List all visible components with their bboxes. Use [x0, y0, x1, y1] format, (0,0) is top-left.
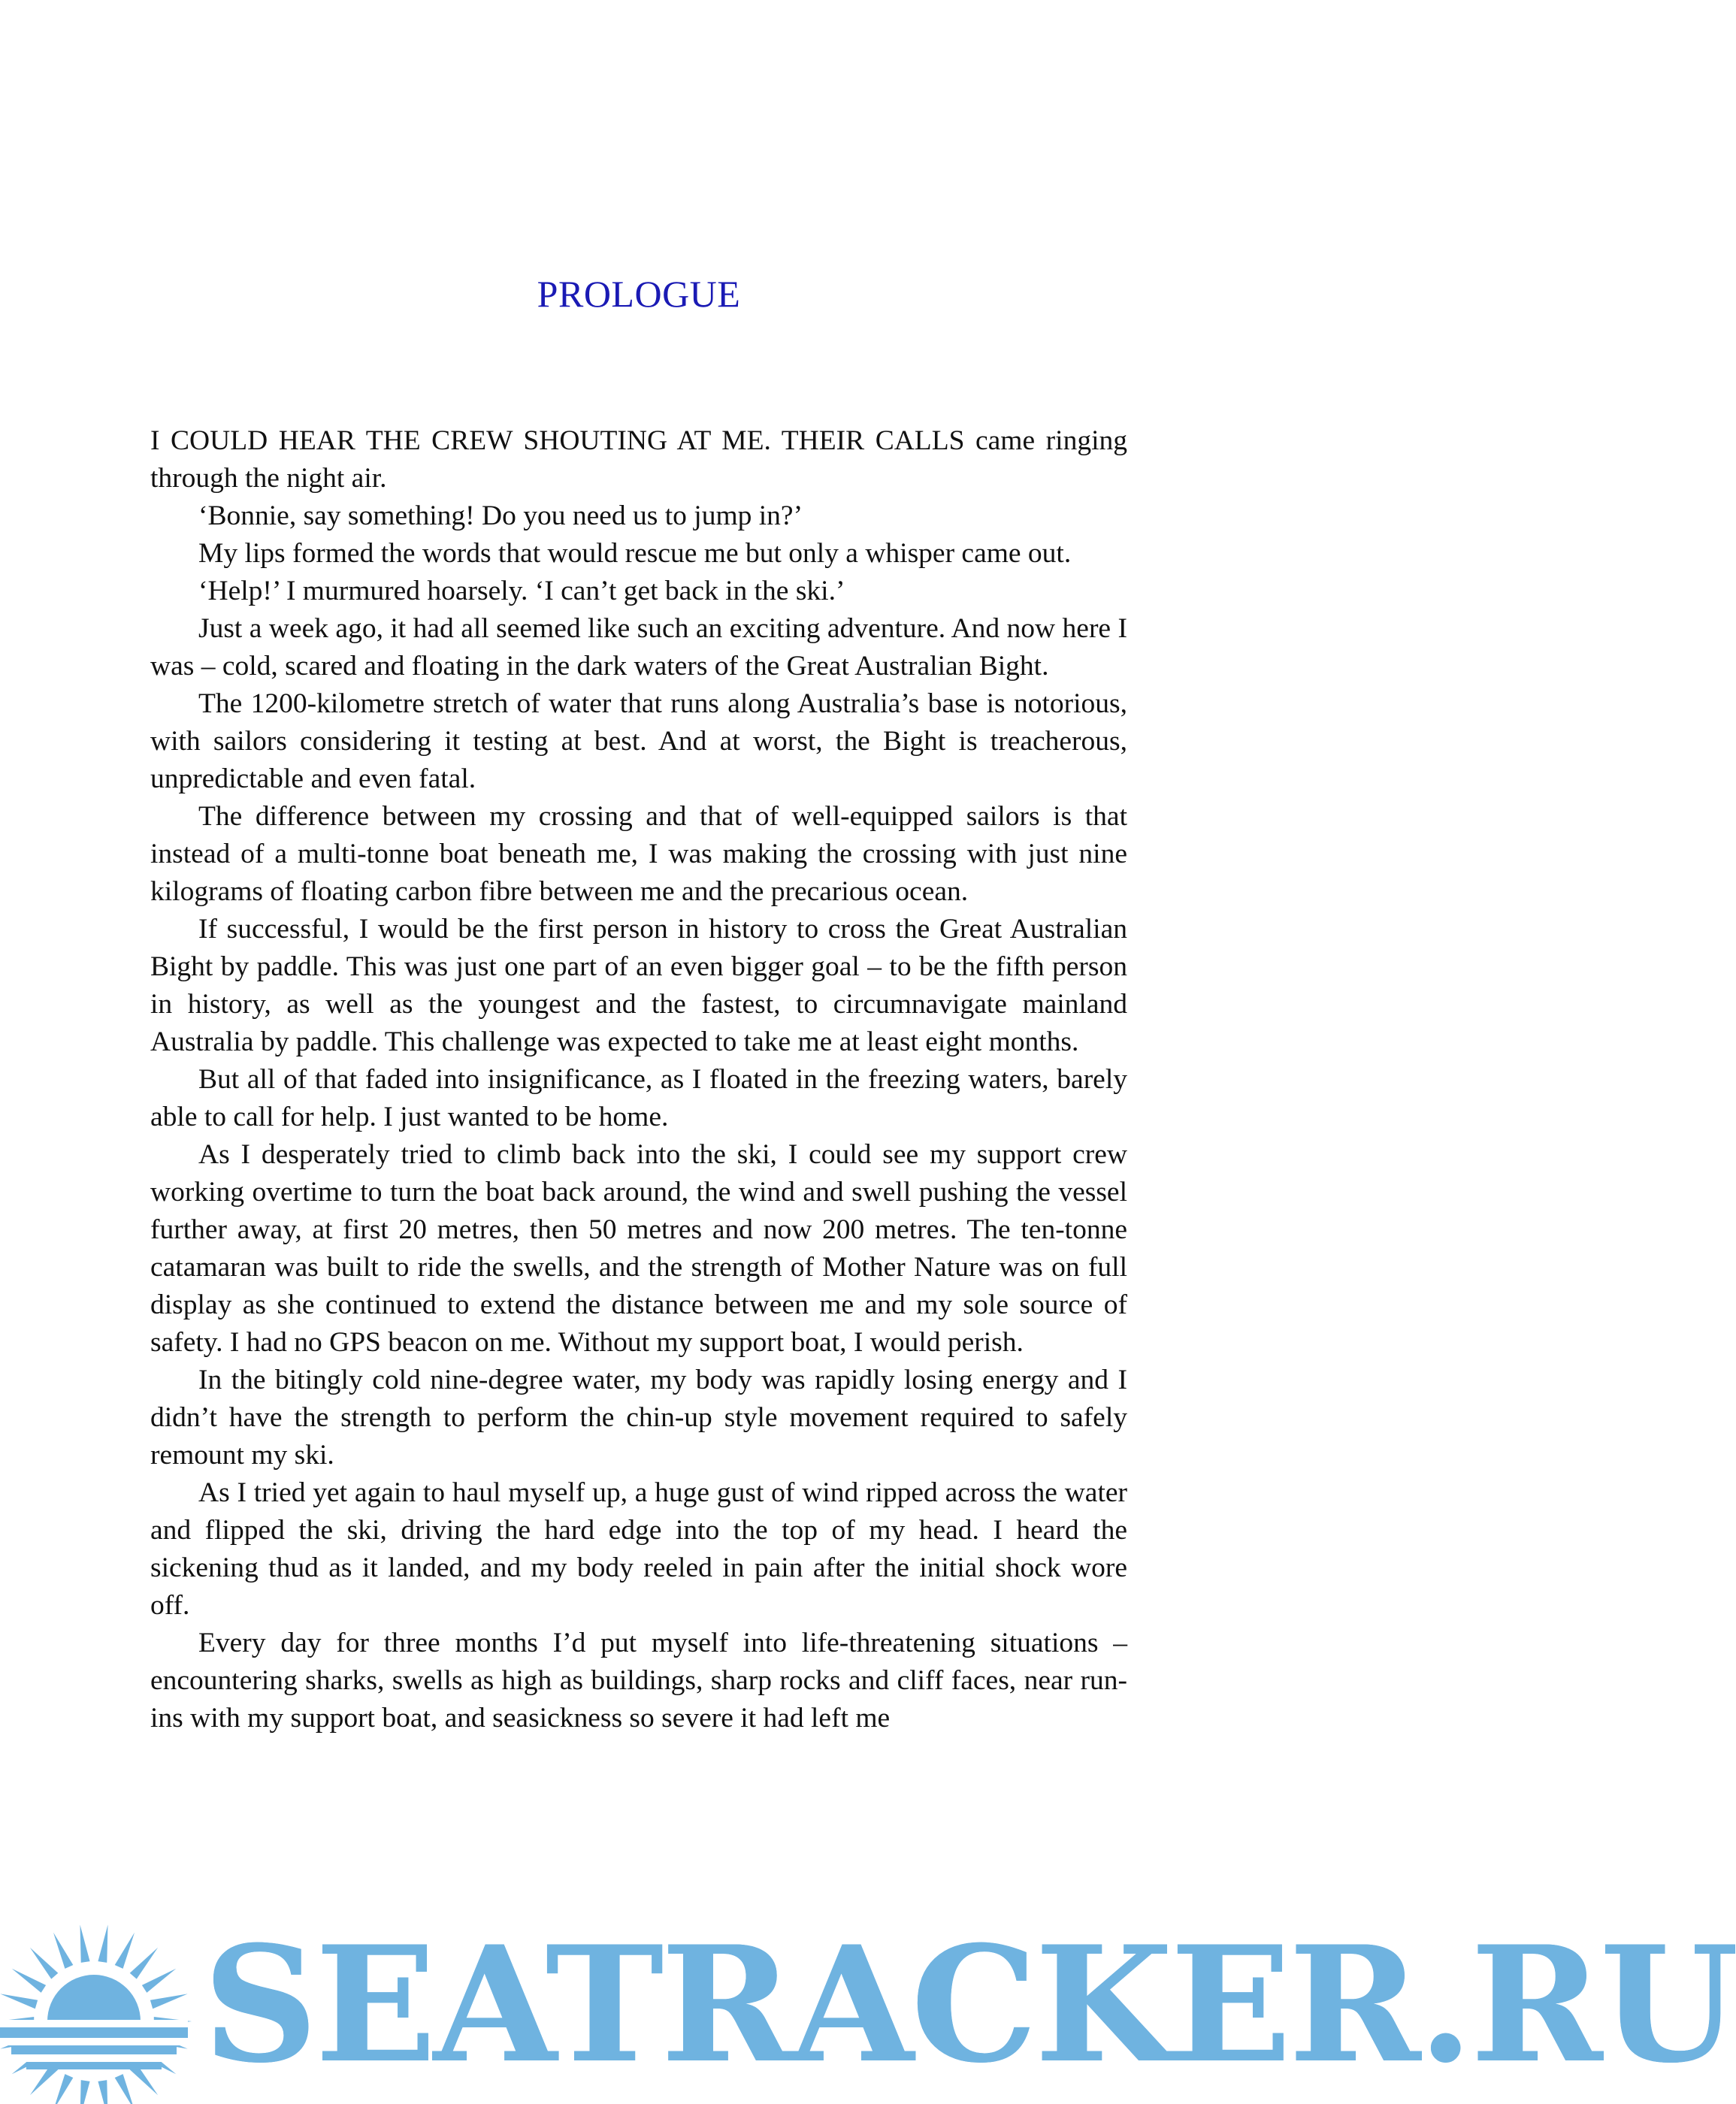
- paragraph: I COULD HEAR THE CREW SHOUTING AT ME. THEIR CALLS came ringing through the night air.: [150, 425, 1127, 494]
- paragraph: The 1200-kilometre stretch of water that runs along Australia’s base is notorious, with sailors considering it testing at best. And at worst, the Bight is treacherous, unpredictable and even fatal.: [150, 688, 1127, 794]
- paragraph: Just a week ago, it had all seemed like such an exciting adventure. And now here I was – cold, scared and floating in the dark waters of the Great Australian Bight.: [150, 613, 1127, 682]
- sun-ray: [142, 2050, 176, 2074]
- sun-ray: [53, 2074, 73, 2104]
- sun-ray: [115, 1933, 135, 1969]
- paragraph: My lips formed the words that would rescue me but only a whisper came out.: [198, 538, 1072, 569]
- sun-ray: [0, 2034, 38, 2049]
- paragraph: In the bitingly cold nine-degree water, my body was rapidly losing energy and I didn’t have the strength to perform the chin-up style movement required to safely remount my ski.: [150, 1365, 1127, 1471]
- paragraph: The difference between my crossing and that of well-equipped sailors is that instead of a multi-tonne boat beneath me, I was making the crossing with just nine kilograms of floating carbon fibre between me and the precarious ocean.: [150, 801, 1127, 907]
- sun-ray: [150, 2034, 188, 2049]
- sun-ray: [142, 1969, 176, 1993]
- sun-rays-icon: [0, 1924, 192, 2104]
- watermark-text: SEATRACKER.RU: [203, 1911, 1736, 2098]
- paragraph: If successful, I would be the first person in history to cross the Great Australian Bight by paddle. This was just one part of an even bigger goal – to be the fifth person in history, as well as the youngest and the fastest, to circumnavigate mainland Australia by paddle. This challenge was expected to take me at least eight months.: [150, 914, 1127, 1057]
- sun-ray: [154, 2017, 192, 2026]
- sun-ray: [30, 2063, 58, 2095]
- paragraph: Every day for three months I’d put myself into life-threatening situations – encountering sharks, swells as high as buildings, sharp rocks and cliff faces, near run-ins with my support boat, and seasickness so severe it had left me: [150, 1628, 1127, 1734]
- sun-ray: [12, 2050, 46, 2074]
- body-text: [150, 422, 1127, 1737]
- paragraph: ‘Help!’ I murmured hoarsely. ‘I can’t get back in the ski.’: [198, 576, 845, 606]
- sun-ray: [98, 2080, 107, 2104]
- sun-ray: [30, 1948, 58, 1979]
- sun-ray: [130, 2063, 158, 2095]
- sun-ray: [115, 2074, 135, 2104]
- paragraph: As I tried yet again to haul myself up, a huge gust of wind ripped across the water and flipped the ski, driving the hard edge into the top of my head. I heard the sickening thud as it landed, and my body reeled in pain after the initial shock wore off.: [150, 1477, 1127, 1621]
- sun-ray: [98, 1924, 107, 1963]
- paragraph: But all of that faded into insignificance, as I floated in the freezing waters, barely able to call for help. I just wanted to be home.: [150, 1064, 1127, 1132]
- sun-ray: [0, 2017, 34, 2026]
- sun-ray: [150, 1994, 188, 2009]
- chapter-title: PROLOGUE: [537, 273, 741, 315]
- sun-ray: [12, 1969, 46, 1993]
- sun-ray: [80, 2080, 89, 2104]
- sun-ray: [53, 1933, 73, 1969]
- paragraph: ‘Bonnie, say something! Do you need us to jump in?’: [198, 500, 803, 531]
- sun-ray: [0, 1994, 38, 2009]
- sun-ray: [130, 1948, 158, 1979]
- sun-ray: [80, 1924, 89, 1963]
- paragraph: As I desperately tried to climb back into the ski, I could see my support crew working overtime to turn the boat back around, the wind and swell pushing the vessel further away, at first 20 metres, then 50 metres and now 200 metres. The ten-tonne catamaran was built to ride the swells, and the strength of Mother Nature was on full display as she continued to extend the distance between me and my sole source of safety. I had no GPS beacon on me. Without my support boat, I would perish.: [150, 1139, 1127, 1358]
